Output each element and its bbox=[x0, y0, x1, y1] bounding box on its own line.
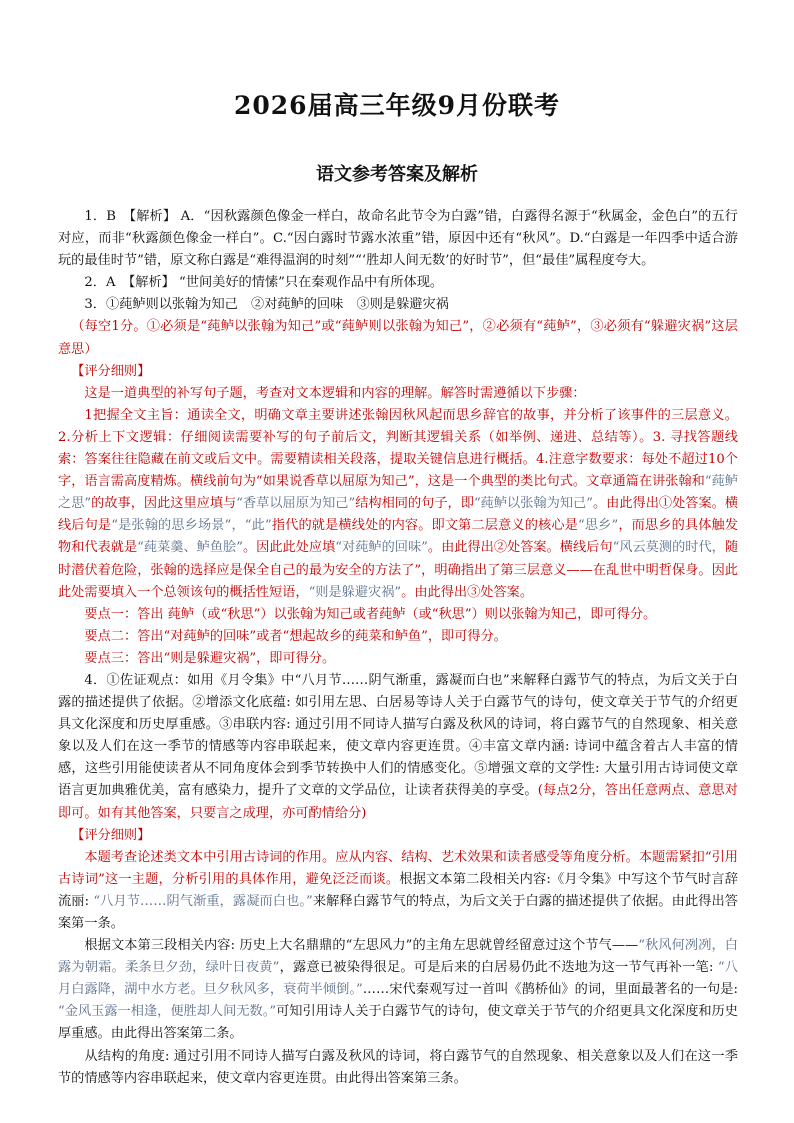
analysis-quote: “八月白露降，湖中水方老。旦夕秋风多，衰荷半倾倒。” bbox=[58, 960, 738, 998]
page-subtitle: 语文参考答案及解析 bbox=[316, 164, 478, 185]
analysis-quote: “莼菜羹、鲈鱼脍” bbox=[137, 540, 243, 556]
analysis-text: 根据文本第二段相关内容:《月令集》中写这个节气时言辞流丽: bbox=[58, 871, 738, 909]
analysis-text: 。由此得出①处答案。横线后句是 bbox=[58, 496, 739, 534]
analysis-quote: “思乡” bbox=[577, 518, 619, 534]
analysis-text: 根据文本第三段相关内容: 历史上大名鼎鼎的“左思风力”的主角左思就曾经留意过这个节气—— bbox=[84, 938, 639, 954]
q4-analysis-3: 从结构的角度: 通过引用不同诗人描写白露及秋风的诗词，将白露节气的自然现象、相关意象以及人们在这一季节的情感等内容串联起来，使文章内容更连贯。由此得出答案第三条。 bbox=[58, 1048, 738, 1086]
analysis-text: 1把握全文主旨：通读全文，明确文章主要讲述张翰因秋风起而思乡辞官的故事，并分析了该事件的三层意义。2.分析上下文逻辑：仔细阅读需要补写的句子前后文，判断其逻辑关系（如举例、递进、总结等）。3. 寻找答题线索：答案往往隐藏在前文或后文中。需要精读相关段落，提取关键信息进行概括。4.注意字数要求：每处不超过10个字，语言需高度精炼。横线前句为“如果说香草以屈原为知己”，这是一个典型的类比句式。文章通篇在讲张翰和 bbox=[58, 407, 738, 490]
q4-answer bbox=[58, 670, 738, 825]
q4-analysis-1 bbox=[58, 847, 738, 935]
analysis-text: 结构相同的句子，即 bbox=[355, 496, 474, 512]
analysis-text: ，而思乡的具体触发物和代表就是 bbox=[58, 518, 739, 556]
q2-answer: 2．A 【解析】 “世间美好的情愫”只在秦观作品中有所体现。 bbox=[84, 275, 444, 291]
analysis-text: ……宋代秦观写过一首叫《鹊桥仙》的词，里面最著名的一句是: bbox=[362, 982, 738, 998]
analysis-quote: “金风玉露一相逢，便胜却人间无数。” bbox=[58, 1004, 277, 1020]
analysis-quote: “秋风何冽冽，白露为朝霜。柔条旦夕劲，绿叶日夜黄” bbox=[58, 938, 738, 976]
q3-analysis bbox=[58, 405, 738, 604]
analysis-quote: “风云莫测的时代， bbox=[612, 540, 725, 556]
analysis-text: 可知引用诗人关于白露节气的诗句，使文章关于节气的介绍更具文化深度和历史厚重感。由此得出答案第二条。 bbox=[58, 1004, 738, 1042]
analysis-text: 随时潜伏着危险，张翰的选择应是保全自己的最为安全的方法了”，明确指出了第三层意义——在乱世中明哲保身。因此此处需要填入一个总领该句的概括性短语， bbox=[58, 540, 739, 600]
q4-analysis-2 bbox=[58, 935, 738, 1045]
q1-answer: 1．B 【解析】 A．“因秋露颜色像金一样白，故命名此节令为白露”错，白露得名源于“秋属金，金色白”的五行对应，而非“秋露颜色像金一样白”。C.“因白露时节露水浓重”错，原因中还有“秋风”。D.“白露是一年四季中适合游玩的最佳时节”错，原文称白露是“难得温润的时刻”“‘胜却人间无数’的好时节”，但“最佳”属程度夸大。 bbox=[58, 209, 738, 269]
q4-rubric-heading: 【评分细则】 bbox=[71, 827, 151, 843]
scoring-point: 要点二：答出“对莼鲈的回味”或者“想起故乡的莼菜和鲈鱼”，即可得分。 bbox=[84, 628, 507, 644]
analysis-quote: “是张翰的思乡场景”，“此” bbox=[111, 518, 272, 534]
analysis-quote: “八月节……阴气渐重，露凝而白也。” bbox=[93, 893, 313, 909]
analysis-text: 。由此得出②处答案。横线后句 bbox=[427, 540, 613, 556]
q4-answer-text: 4．①佐证观点：如用《月令集》中“八月节……阴气渐重，露凝而白也”来解释白露节气的特点，为后文关于白露的描述提供了依据。②增添文化底蕴: 如引用左思、白居易等诗人关于白露节气的诗句，使文章关于节气的介绍更具文化深度和历史厚重感。③串联内容: 通过引用不同诗人描写白露及秋风的诗词，将白露节气的自然现象、相关意象以及人们在这一季节的情感等内容串联起来，使文章内容更连贯。④丰富文章内涵: 诗词中蕴含着古人丰富的情感，这些引用能使读者从不同角度体会到季节转换中人们的情感变化。⑤增强文章的文学性: 大量引用古诗词使文章语言更加典雅优美，富有感染力，提升了文章的文学品位，让读者获得美的享受。 bbox=[58, 672, 738, 799]
analysis-text: 指代的就是横线处的内容。即文第二层意义的核心是 bbox=[271, 518, 578, 534]
q3-rubric-intro: 这是一道典型的补写句子题，考查对文本逻辑和内容的理解。解答时需遵循以下步骤： bbox=[84, 385, 586, 401]
scoring-point: 要点三：答出“则是躲避灾祸”，即可得分。 bbox=[84, 650, 336, 666]
analysis-quote: “则是躲避灾祸” bbox=[308, 584, 402, 600]
analysis-text: 。由此得出③处答案。 bbox=[401, 584, 534, 600]
analysis-text: 。因此此处应填 bbox=[242, 540, 336, 556]
q3-rubric-heading: 【评分细则】 bbox=[71, 363, 151, 379]
analysis-quote: “香草以屈原为知己” bbox=[236, 496, 356, 512]
answer-content bbox=[58, 206, 738, 1090]
analysis-text: ，露意已被染得很足。可是后来的白居易仍此不迭地为这一节气再补一笔: bbox=[279, 960, 718, 976]
analysis-quote: “对莼鲈的回味” bbox=[335, 540, 428, 556]
analysis-quote: “莼鲈之思” bbox=[58, 474, 738, 512]
q3-scoring: （每空1分。①必须是“莼鲈以张翰为知己”或“莼鲈则以张翰为知己”，②必须有“莼鲈”，③必须有“躲避灾祸”这层意思） bbox=[58, 319, 738, 357]
analysis-text: 来解释白露节气的特点，为后文关于白露的描述提供了依据。由此得出答案第一条。 bbox=[58, 893, 738, 931]
q3-answer: 3．①莼鲈则以张翰为知己 ②对莼鲈的回味 ③则是躲避灾祸 bbox=[84, 297, 449, 313]
page-title: 2026届高三年级9月份联考 bbox=[234, 91, 560, 120]
scoring-point: 要点一：答出 莼鲈（或“秋思”）以张翰为知己或者莼鲈（或“秋思”）则以张翰为知己，即可得分。 bbox=[84, 606, 657, 622]
analysis-text: 本题考查论述类文本中引用古诗词的作用。应从内容、结构、艺术效果和读者感受等角度分析。本题需紧扣“引用古诗词”这一主题，分析引用的具体作用，避免泛泛而谈。 bbox=[58, 849, 738, 887]
analysis-quote: “莼鲈以张翰为知己” bbox=[473, 496, 593, 512]
analysis-text: 的故事，因此这里应填与 bbox=[91, 496, 237, 512]
q4-scoring: (每点2分，答出任意两点、意思对即可。如有其他答案，只要言之成理，亦可酌情给分) bbox=[58, 783, 738, 821]
